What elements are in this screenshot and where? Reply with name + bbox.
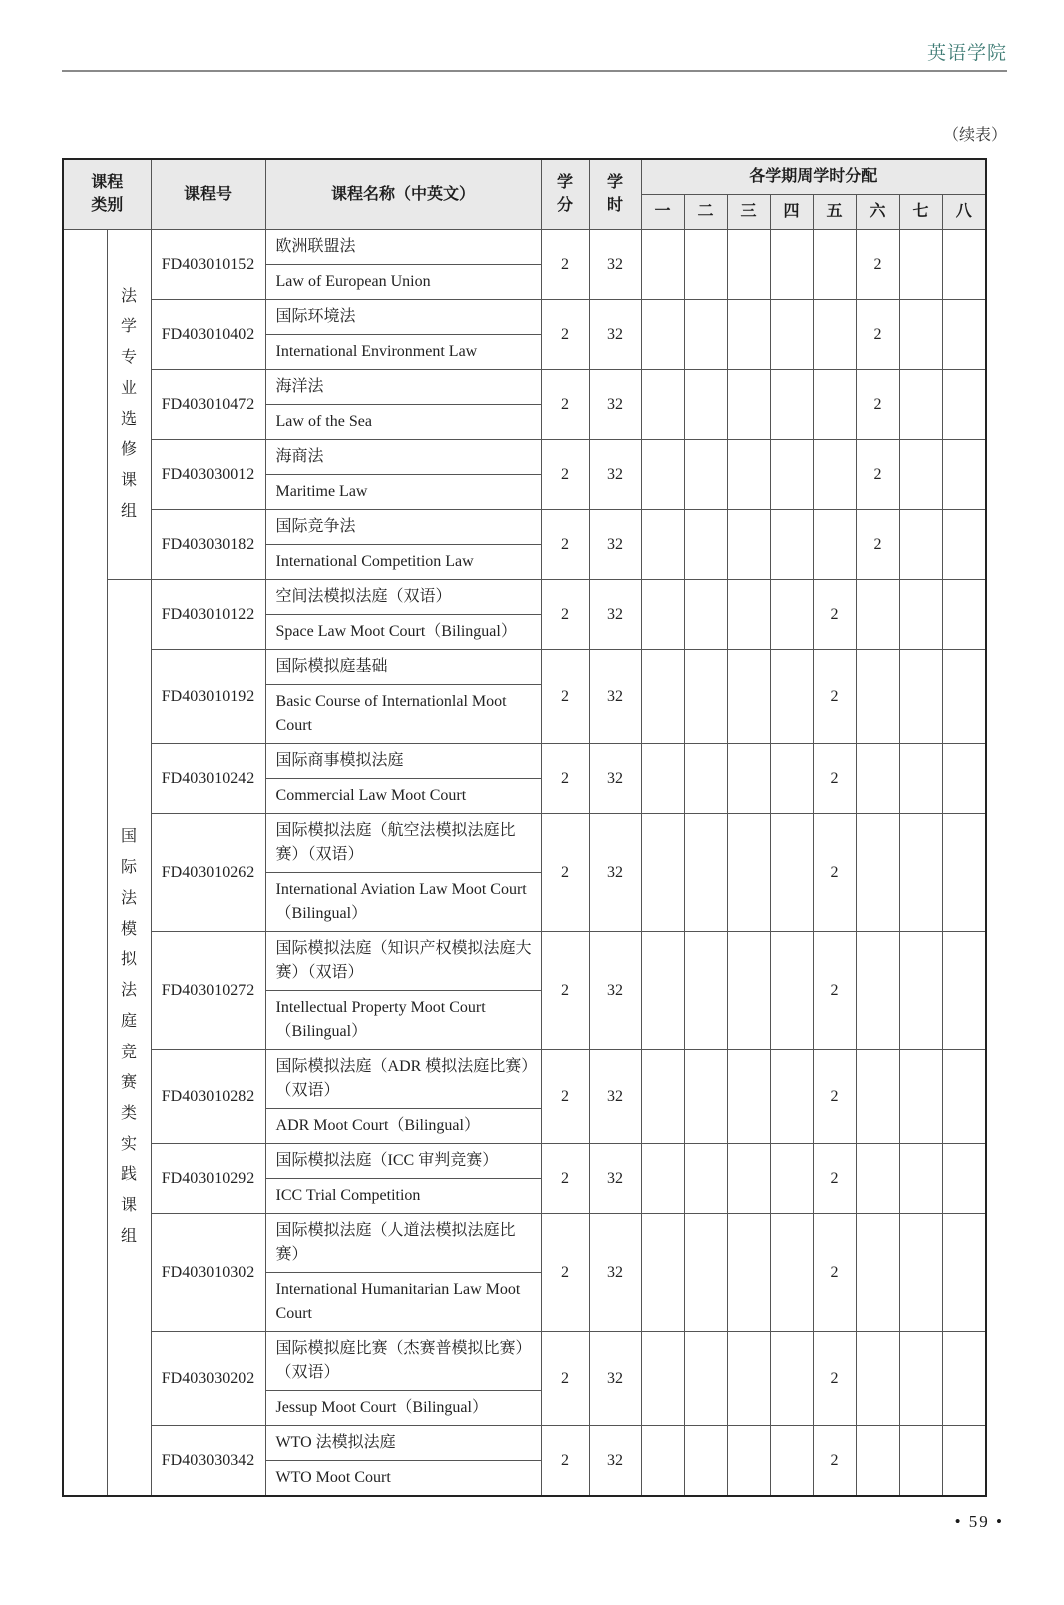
course-no-cell: FD403010152 (151, 230, 265, 300)
course-row (63, 1050, 986, 1109)
semester-hours-cell-5: 2 (813, 1050, 856, 1144)
course-name-zh-cell: 国际环境法 (265, 300, 541, 335)
header-hours: 学时 (589, 159, 641, 230)
header-course-name: 课程名称（中英文） (265, 159, 541, 230)
semester-hours-cell-8 (942, 932, 986, 1050)
semester-hours-cell-5: 2 (813, 814, 856, 932)
header-semester-8: 八 (942, 195, 986, 230)
header-semester-1: 一 (641, 195, 684, 230)
semester-hours-cell-5: 2 (813, 744, 856, 814)
course-no-cell: FD403010262 (151, 814, 265, 932)
course-no-cell: FD403010472 (151, 370, 265, 440)
course-row (63, 580, 986, 615)
semester-hours-cell-2 (684, 932, 727, 1050)
course-name-zh-cell: 国际模拟庭基础 (265, 650, 541, 685)
semester-hours-cell-8 (942, 1050, 986, 1144)
semester-hours-cell-3 (727, 1332, 770, 1426)
semester-hours-cell-6 (856, 1332, 899, 1426)
semester-hours-cell-3 (727, 440, 770, 510)
semester-hours-cell-4 (770, 300, 813, 370)
semester-hours-cell-1 (641, 744, 684, 814)
course-name-en-cell: International Environment Law (265, 335, 541, 370)
semester-hours-cell-8 (942, 1426, 986, 1497)
credits-cell: 2 (541, 1332, 589, 1426)
semester-hours-cell-3 (727, 650, 770, 744)
hours-cell: 32 (589, 370, 641, 440)
course-name-en-cell: ICC Trial Competition (265, 1179, 541, 1214)
semester-hours-cell-6: 2 (856, 230, 899, 300)
category-vertical-label: 法学专业选修课组 (121, 287, 138, 520)
semester-hours-cell-3 (727, 1426, 770, 1497)
header-rule (62, 70, 1007, 72)
course-name-zh-cell: 空间法模拟法庭（双语） (265, 580, 541, 615)
credits-cell: 2 (541, 300, 589, 370)
semester-hours-cell-5: 2 (813, 650, 856, 744)
semester-hours-cell-8 (942, 650, 986, 744)
course-name-zh-cell: 国际模拟庭比赛（杰赛普模拟比赛）（双语） (265, 1332, 541, 1391)
credits-cell: 2 (541, 1214, 589, 1332)
course-name-zh-cell: 国际模拟法庭（知识产权模拟法庭大赛）（双语） (265, 932, 541, 991)
semester-hours-cell-3 (727, 300, 770, 370)
semester-hours-cell-3 (727, 370, 770, 440)
semester-hours-cell-1 (641, 580, 684, 650)
credits-cell: 2 (541, 932, 589, 1050)
semester-hours-cell-3 (727, 510, 770, 580)
semester-hours-cell-5: 2 (813, 932, 856, 1050)
semester-hours-cell-2 (684, 370, 727, 440)
page-number: • 59 • (954, 1512, 1004, 1531)
course-name-en-cell: Jessup Moot Court（Bilingual） (265, 1391, 541, 1426)
semester-hours-cell-7 (899, 230, 942, 300)
course-row (63, 370, 986, 405)
semester-hours-cell-3 (727, 230, 770, 300)
course-no-cell: FD403030202 (151, 1332, 265, 1426)
semester-hours-cell-2 (684, 300, 727, 370)
semester-hours-cell-2 (684, 744, 727, 814)
semester-hours-cell-7 (899, 744, 942, 814)
course-row (63, 744, 986, 779)
course-row (63, 932, 986, 991)
semester-hours-cell-8 (942, 814, 986, 932)
semester-hours-cell-7 (899, 510, 942, 580)
hours-cell: 32 (589, 510, 641, 580)
parent-category-cell (63, 230, 107, 1497)
course-row (63, 300, 986, 335)
header-row-1 (63, 159, 986, 195)
semester-hours-cell-6 (856, 1144, 899, 1214)
semester-hours-cell-3 (727, 932, 770, 1050)
semester-hours-cell-1 (641, 1214, 684, 1332)
semester-hours-cell-1 (641, 650, 684, 744)
course-name-en-cell: ADR Moot Court（Bilingual） (265, 1109, 541, 1144)
semester-hours-cell-1 (641, 1426, 684, 1497)
semester-hours-cell-4 (770, 1144, 813, 1214)
course-name-en-cell: Intellectual Property Moot Court（Bilingual） (265, 991, 541, 1050)
hours-cell: 32 (589, 1426, 641, 1497)
semester-hours-cell-6 (856, 650, 899, 744)
semester-hours-cell-6: 2 (856, 440, 899, 510)
course-name-zh-cell: 海洋法 (265, 370, 541, 405)
semester-hours-cell-7 (899, 300, 942, 370)
semester-hours-cell-7 (899, 1426, 942, 1497)
semester-hours-cell-4 (770, 814, 813, 932)
semester-hours-cell-8 (942, 370, 986, 440)
semester-hours-cell-6 (856, 932, 899, 1050)
course-no-cell: FD403030012 (151, 440, 265, 510)
hours-cell: 32 (589, 440, 641, 510)
semester-hours-cell-4 (770, 230, 813, 300)
semester-hours-cell-6 (856, 580, 899, 650)
semester-hours-cell-6 (856, 744, 899, 814)
semester-hours-cell-8 (942, 440, 986, 510)
course-no-cell: FD403010192 (151, 650, 265, 744)
header-semester-6: 六 (856, 195, 899, 230)
semester-hours-cell-2 (684, 1426, 727, 1497)
semester-hours-cell-8 (942, 1144, 986, 1214)
header-semester-3: 三 (727, 195, 770, 230)
credits-cell: 2 (541, 230, 589, 300)
semester-hours-cell-5 (813, 510, 856, 580)
semester-hours-cell-3 (727, 1214, 770, 1332)
semester-hours-cell-7 (899, 650, 942, 744)
hours-cell: 32 (589, 580, 641, 650)
semester-hours-cell-7 (899, 580, 942, 650)
header-semester-group: 各学期周学时分配 (641, 159, 986, 195)
course-schedule-table (62, 158, 987, 1497)
header-semester-2: 二 (684, 195, 727, 230)
semester-hours-cell-5: 2 (813, 580, 856, 650)
semester-hours-cell-4 (770, 580, 813, 650)
semester-hours-cell-4 (770, 1214, 813, 1332)
hours-cell: 32 (589, 1214, 641, 1332)
semester-hours-cell-5 (813, 230, 856, 300)
course-name-en-cell: Law of European Union (265, 265, 541, 300)
semester-hours-cell-4 (770, 440, 813, 510)
semester-hours-cell-5: 2 (813, 1332, 856, 1426)
semester-hours-cell-3 (727, 1050, 770, 1144)
semester-hours-cell-3 (727, 580, 770, 650)
semester-hours-cell-6 (856, 1426, 899, 1497)
hours-cell: 32 (589, 1144, 641, 1214)
course-no-cell: FD403010242 (151, 744, 265, 814)
hours-cell: 32 (589, 230, 641, 300)
credits-cell: 2 (541, 650, 589, 744)
semester-hours-cell-3 (727, 1144, 770, 1214)
course-no-cell: FD403010402 (151, 300, 265, 370)
semester-hours-cell-7 (899, 1144, 942, 1214)
semester-hours-cell-1 (641, 1332, 684, 1426)
course-name-en-cell: Law of the Sea (265, 405, 541, 440)
semester-hours-cell-8 (942, 300, 986, 370)
header-credits: 学分 (541, 159, 589, 230)
table-header (63, 159, 986, 230)
semester-hours-cell-4 (770, 1332, 813, 1426)
semester-hours-cell-2 (684, 814, 727, 932)
semester-hours-cell-6: 2 (856, 510, 899, 580)
header-course-no: 课程号 (151, 159, 265, 230)
course-row (63, 650, 986, 685)
semester-hours-cell-8 (942, 1332, 986, 1426)
hours-cell: 32 (589, 814, 641, 932)
category-cell (107, 580, 151, 1497)
course-name-zh-cell: 国际模拟法庭（人道法模拟法庭比赛） (265, 1214, 541, 1273)
semester-hours-cell-8 (942, 580, 986, 650)
course-name-en-cell: Commercial Law Moot Court (265, 779, 541, 814)
course-no-cell: FD403010122 (151, 580, 265, 650)
semester-hours-cell-5 (813, 370, 856, 440)
course-name-en-cell: Maritime Law (265, 475, 541, 510)
semester-hours-cell-7 (899, 1214, 942, 1332)
course-name-en-cell: International Aviation Law Moot Court（Bilingual） (265, 873, 541, 932)
course-no-cell: FD403030342 (151, 1426, 265, 1497)
semester-hours-cell-7 (899, 1332, 942, 1426)
course-table-body (63, 230, 986, 1497)
semester-hours-cell-2 (684, 510, 727, 580)
semester-hours-cell-7 (899, 814, 942, 932)
course-row (63, 1332, 986, 1391)
header-semester-4: 四 (770, 195, 813, 230)
credits-cell: 2 (541, 510, 589, 580)
header-category: 课程类别 (63, 159, 151, 230)
semester-hours-cell-8 (942, 744, 986, 814)
credits-cell: 2 (541, 440, 589, 510)
semester-hours-cell-4 (770, 744, 813, 814)
semester-hours-cell-4 (770, 510, 813, 580)
course-no-cell: FD403030182 (151, 510, 265, 580)
semester-hours-cell-7 (899, 932, 942, 1050)
course-name-zh-cell: 国际模拟法庭（ICC 审判竞赛） (265, 1144, 541, 1179)
semester-hours-cell-1 (641, 440, 684, 510)
hours-cell: 32 (589, 744, 641, 814)
course-row (63, 1426, 986, 1461)
credits-cell: 2 (541, 370, 589, 440)
semester-hours-cell-1 (641, 1050, 684, 1144)
course-no-cell: FD403010282 (151, 1050, 265, 1144)
semester-hours-cell-7 (899, 370, 942, 440)
semester-hours-cell-2 (684, 1214, 727, 1332)
semester-hours-cell-2 (684, 1144, 727, 1214)
semester-hours-cell-5 (813, 300, 856, 370)
semester-hours-cell-7 (899, 440, 942, 510)
running-head-title: 英语学院 (926, 43, 1007, 64)
credits-cell: 2 (541, 814, 589, 932)
hours-cell: 32 (589, 1332, 641, 1426)
credits-cell: 2 (541, 1050, 589, 1144)
credits-cell: 2 (541, 580, 589, 650)
hours-cell: 32 (589, 650, 641, 744)
course-name-zh-cell: 国际竞争法 (265, 510, 541, 545)
course-name-zh-cell: WTO 法模拟法庭 (265, 1426, 541, 1461)
semester-hours-cell-1 (641, 510, 684, 580)
header-semester-7: 七 (899, 195, 942, 230)
semester-hours-cell-2 (684, 580, 727, 650)
semester-hours-cell-6: 2 (856, 300, 899, 370)
semester-hours-cell-8 (942, 230, 986, 300)
course-name-zh-cell: 海商法 (265, 440, 541, 475)
hours-cell: 32 (589, 300, 641, 370)
course-row (63, 1144, 986, 1179)
semester-hours-cell-5 (813, 440, 856, 510)
semester-hours-cell-2 (684, 650, 727, 744)
semester-hours-cell-6 (856, 1214, 899, 1332)
category-vertical-label: 国际法模拟法庭竞赛类实践课组 (121, 828, 138, 1245)
semester-hours-cell-1 (641, 230, 684, 300)
course-row (63, 230, 986, 265)
course-name-en-cell: Space Law Moot Court（Bilingual） (265, 615, 541, 650)
hours-cell: 32 (589, 932, 641, 1050)
semester-hours-cell-4 (770, 1426, 813, 1497)
semester-hours-cell-1 (641, 370, 684, 440)
semester-hours-cell-2 (684, 440, 727, 510)
semester-hours-cell-1 (641, 1144, 684, 1214)
hours-cell: 32 (589, 1050, 641, 1144)
semester-hours-cell-8 (942, 1214, 986, 1332)
course-row (63, 814, 986, 873)
semester-hours-cell-4 (770, 932, 813, 1050)
semester-hours-cell-3 (727, 814, 770, 932)
semester-hours-cell-1 (641, 300, 684, 370)
semester-hours-cell-6 (856, 1050, 899, 1144)
semester-hours-cell-4 (770, 650, 813, 744)
semester-hours-cell-7 (899, 1050, 942, 1144)
semester-hours-cell-4 (770, 370, 813, 440)
credits-cell: 2 (541, 1426, 589, 1497)
semester-hours-cell-2 (684, 1050, 727, 1144)
semester-hours-cell-1 (641, 932, 684, 1050)
semester-hours-cell-2 (684, 1332, 727, 1426)
credits-cell: 2 (541, 1144, 589, 1214)
course-no-cell: FD403010302 (151, 1214, 265, 1332)
course-row (63, 510, 986, 545)
category-cell (107, 230, 151, 580)
course-name-en-cell: WTO Moot Court (265, 1461, 541, 1497)
semester-hours-cell-2 (684, 230, 727, 300)
course-name-zh-cell: 欧洲联盟法 (265, 230, 541, 265)
semester-hours-cell-6: 2 (856, 370, 899, 440)
course-name-zh-cell: 国际模拟法庭（航空法模拟法庭比赛）（双语） (265, 814, 541, 873)
semester-hours-cell-5: 2 (813, 1426, 856, 1497)
course-name-en-cell: International Humanitarian Law Moot Court (265, 1273, 541, 1332)
course-name-zh-cell: 国际模拟法庭（ADR 模拟法庭比赛）（双语） (265, 1050, 541, 1109)
semester-hours-cell-1 (641, 814, 684, 932)
semester-hours-cell-4 (770, 1050, 813, 1144)
semester-hours-cell-3 (727, 744, 770, 814)
credits-cell: 2 (541, 744, 589, 814)
course-name-zh-cell: 国际商事模拟法庭 (265, 744, 541, 779)
course-no-cell: FD403010272 (151, 932, 265, 1050)
course-row (63, 440, 986, 475)
semester-hours-cell-8 (942, 510, 986, 580)
header-semester-5: 五 (813, 195, 856, 230)
course-name-en-cell: Basic Course of Internationlal Moot Court (265, 685, 541, 744)
course-name-en-cell: International Competition Law (265, 545, 541, 580)
semester-hours-cell-5: 2 (813, 1144, 856, 1214)
semester-hours-cell-5: 2 (813, 1214, 856, 1332)
continued-table-note: （续表） (942, 127, 1007, 144)
semester-hours-cell-6 (856, 814, 899, 932)
course-row (63, 1214, 986, 1273)
course-no-cell: FD403010292 (151, 1144, 265, 1214)
